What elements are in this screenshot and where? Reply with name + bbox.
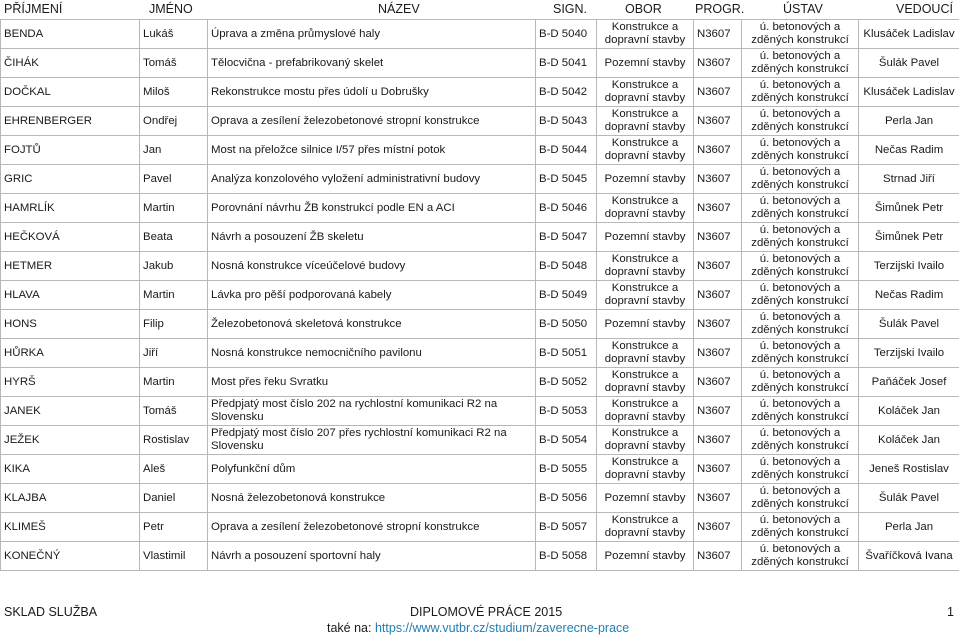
cell-sign: B-D 5045 [536, 165, 597, 194]
cell-prijmeni: HYRŠ [1, 368, 140, 397]
header-vedouci: VEDOUCÍ [896, 2, 953, 16]
cell-prog: N3607 [694, 107, 742, 136]
cell-vedouci: Strnad Jiří [859, 165, 959, 194]
cell-ustav: ú. betonových a zděných konstrukcí [742, 339, 859, 368]
cell-prog: N3607 [694, 455, 742, 484]
cell-jmeno: Vlastimil [140, 542, 208, 571]
cell-prog: N3607 [694, 49, 742, 78]
cell-nazev: Předpjatý most číslo 207 přes rychlostní komunikaci R2 na Slovensku [208, 426, 536, 455]
cell-jmeno: Ondřej [140, 107, 208, 136]
cell-ustav: ú. betonových a zděných konstrukcí [742, 426, 859, 455]
footer-left: SKLAD SLUŽBA [4, 605, 98, 619]
cell-prijmeni: JANEK [1, 397, 140, 426]
cell-prog: N3607 [694, 513, 742, 542]
cell-prijmeni: KLIMEŠ [1, 513, 140, 542]
cell-sign: B-D 5055 [536, 455, 597, 484]
header-obor: OBOR [625, 2, 662, 16]
table-row [1, 455, 959, 484]
cell-prog: N3607 [694, 194, 742, 223]
cell-jmeno: Beata [140, 223, 208, 252]
cell-ustav: ú. betonových a zděných konstrukcí [742, 136, 859, 165]
cell-prog: N3607 [694, 368, 742, 397]
cell-obor: Konstrukce a dopravní stavby [597, 78, 694, 107]
table-row [1, 107, 959, 136]
table-row [1, 513, 959, 542]
cell-obor: Pozemní stavby [597, 310, 694, 339]
table-row [1, 20, 959, 49]
cell-jmeno: Aleš [140, 455, 208, 484]
cell-sign: B-D 5049 [536, 281, 597, 310]
cell-obor: Konstrukce a dopravní stavby [597, 136, 694, 165]
cell-prog: N3607 [694, 20, 742, 49]
cell-vedouci: Švaříčková Ivana [859, 542, 959, 571]
cell-prog: N3607 [694, 136, 742, 165]
cell-obor: Konstrukce a dopravní stavby [597, 368, 694, 397]
cell-jmeno: Jakub [140, 252, 208, 281]
cell-sign: B-D 5057 [536, 513, 597, 542]
cell-obor: Konstrukce a dopravní stavby [597, 20, 694, 49]
cell-obor: Konstrukce a dopravní stavby [597, 455, 694, 484]
cell-jmeno: Martin [140, 194, 208, 223]
cell-jmeno: Tomáš [140, 397, 208, 426]
table-row [1, 426, 959, 455]
table-row [1, 339, 959, 368]
header-nazev: NÁZEV [378, 2, 420, 16]
cell-sign: B-D 5042 [536, 78, 597, 107]
cell-vedouci: Terzijski Ivailo [859, 252, 959, 281]
footer-link[interactable]: https://www.vutbr.cz/studium/zaverecne-prace [374, 621, 630, 635]
cell-prijmeni: FOJTŮ [1, 136, 140, 165]
cell-ustav: ú. betonových a zděných konstrukcí [742, 49, 859, 78]
cell-ustav: ú. betonových a zděných konstrukcí [742, 20, 859, 49]
cell-nazev: Předpjatý most číslo 202 na rychlostní komunikaci R2 na Slovensku [208, 397, 536, 426]
cell-nazev: Návrh a posouzení ŽB skeletu [208, 223, 536, 252]
cell-prog: N3607 [694, 223, 742, 252]
cell-sign: B-D 5040 [536, 20, 597, 49]
cell-obor: Konstrukce a dopravní stavby [597, 194, 694, 223]
cell-nazev: Analýza konzolového vyložení administrativní budovy [208, 165, 536, 194]
cell-ustav: ú. betonových a zděných konstrukcí [742, 281, 859, 310]
cell-obor: Pozemní stavby [597, 49, 694, 78]
cell-prog: N3607 [694, 484, 742, 513]
cell-vedouci: Nečas Radim [859, 281, 959, 310]
cell-sign: B-D 5048 [536, 252, 597, 281]
cell-prijmeni: BENDA [1, 20, 140, 49]
cell-nazev: Most přes řeku Svratku [208, 368, 536, 397]
cell-prijmeni: DOČKAL [1, 78, 140, 107]
cell-sign: B-D 5043 [536, 107, 597, 136]
cell-prijmeni: HEČKOVÁ [1, 223, 140, 252]
cell-jmeno: Rostislav [140, 426, 208, 455]
cell-prijmeni: ČIHÁK [1, 49, 140, 78]
cell-nazev: Oprava a zesílení železobetonové stropní konstrukce [208, 107, 536, 136]
cell-obor: Konstrukce a dopravní stavby [597, 281, 694, 310]
cell-nazev: Návrh a posouzení sportovní haly [208, 542, 536, 571]
table-row [1, 252, 959, 281]
cell-prijmeni: HŮRKA [1, 339, 140, 368]
cell-sign: B-D 5056 [536, 484, 597, 513]
cell-jmeno: Petr [140, 513, 208, 542]
table-row [1, 484, 959, 513]
table-row [1, 223, 959, 252]
cell-jmeno: Filip [140, 310, 208, 339]
cell-vedouci: Koláček Jan [859, 426, 959, 455]
cell-prog: N3607 [694, 542, 742, 571]
cell-obor: Konstrukce a dopravní stavby [597, 426, 694, 455]
table-row [1, 281, 959, 310]
thesis-table [0, 19, 959, 571]
cell-sign: B-D 5053 [536, 397, 597, 426]
cell-sign: B-D 5054 [536, 426, 597, 455]
cell-obor: Konstrukce a dopravní stavby [597, 252, 694, 281]
cell-nazev: Tělocvična - prefabrikovaný skelet [208, 49, 536, 78]
cell-sign: B-D 5047 [536, 223, 597, 252]
cell-ustav: ú. betonových a zděných konstrukcí [742, 542, 859, 571]
cell-nazev: Nosná železobetonová konstrukce [208, 484, 536, 513]
footer-center: DIPLOMOVÉ PRÁCE 2015 [410, 605, 563, 619]
table-row [1, 310, 959, 339]
cell-nazev: Most na přeložce silnice I/57 přes místní potok [208, 136, 536, 165]
table-row [1, 165, 959, 194]
cell-ustav: ú. betonových a zděných konstrukcí [742, 107, 859, 136]
cell-obor: Konstrukce a dopravní stavby [597, 107, 694, 136]
table-row [1, 368, 959, 397]
table-row [1, 542, 959, 571]
cell-prog: N3607 [694, 252, 742, 281]
table-row [1, 397, 959, 426]
cell-jmeno: Jan [140, 136, 208, 165]
table-row [1, 49, 959, 78]
cell-vedouci: Nečas Radim [859, 136, 959, 165]
header-prijmeni: PŘÍJMENÍ [4, 2, 63, 16]
cell-vedouci: Perla Jan [859, 107, 959, 136]
cell-nazev: Polyfunkční dům [208, 455, 536, 484]
cell-obor: Pozemní stavby [597, 484, 694, 513]
footer-link-prefix: také na: [327, 621, 372, 635]
cell-prijmeni: HETMER [1, 252, 140, 281]
cell-sign: B-D 5052 [536, 368, 597, 397]
header-sign: SIGN. [553, 2, 588, 16]
table-row [1, 78, 959, 107]
cell-sign: B-D 5051 [536, 339, 597, 368]
cell-vedouci: Šulák Pavel [859, 49, 959, 78]
footer-page-number: 1 [947, 605, 954, 619]
cell-jmeno: Martin [140, 368, 208, 397]
cell-prijmeni: GRIC [1, 165, 140, 194]
cell-ustav: ú. betonových a zděných konstrukcí [742, 484, 859, 513]
cell-jmeno: Pavel [140, 165, 208, 194]
cell-vedouci: Terzijski Ivailo [859, 339, 959, 368]
cell-ustav: ú. betonových a zděných konstrukcí [742, 368, 859, 397]
cell-prog: N3607 [694, 339, 742, 368]
header-ustav: ÚSTAV [783, 2, 823, 16]
cell-vedouci: Klusáček Ladislav [859, 78, 959, 107]
cell-ustav: ú. betonových a zděných konstrukcí [742, 252, 859, 281]
cell-sign: B-D 5050 [536, 310, 597, 339]
cell-prog: N3607 [694, 78, 742, 107]
cell-ustav: ú. betonových a zděných konstrukcí [742, 194, 859, 223]
cell-ustav: ú. betonových a zděných konstrukcí [742, 78, 859, 107]
cell-nazev: Porovnání návrhu ŽB konstrukcí podle EN a ACI [208, 194, 536, 223]
cell-prijmeni: KLAJBA [1, 484, 140, 513]
cell-sign: B-D 5046 [536, 194, 597, 223]
cell-ustav: ú. betonových a zděných konstrukcí [742, 397, 859, 426]
cell-vedouci: Šimůnek Petr [859, 194, 959, 223]
cell-ustav: ú. betonových a zděných konstrukcí [742, 513, 859, 542]
cell-prijmeni: KONEČNÝ [1, 542, 140, 571]
cell-jmeno: Lukáš [140, 20, 208, 49]
footer-link-line [327, 621, 629, 635]
header-jmeno: JMÉNO [149, 2, 193, 16]
cell-vedouci: Klusáček Ladislav [859, 20, 959, 49]
cell-ustav: ú. betonových a zděných konstrukcí [742, 223, 859, 252]
cell-nazev: Rekonstrukce mostu přes údolí u Dobrušky [208, 78, 536, 107]
cell-vedouci: Koláček Jan [859, 397, 959, 426]
cell-prijmeni: KIKA [1, 455, 140, 484]
cell-prog: N3607 [694, 426, 742, 455]
cell-prog: N3607 [694, 310, 742, 339]
cell-vedouci: Šulák Pavel [859, 310, 959, 339]
cell-nazev: Úprava a změna průmyslové haly [208, 20, 536, 49]
cell-sign: B-D 5044 [536, 136, 597, 165]
cell-jmeno: Martin [140, 281, 208, 310]
cell-vedouci: Perla Jan [859, 513, 959, 542]
table-row [1, 194, 959, 223]
cell-ustav: ú. betonových a zděných konstrukcí [742, 455, 859, 484]
cell-nazev: Nosná konstrukce víceúčelové budovy [208, 252, 536, 281]
cell-vedouci: Jeneš Rostislav [859, 455, 959, 484]
cell-obor: Pozemní stavby [597, 542, 694, 571]
cell-jmeno: Tomáš [140, 49, 208, 78]
cell-prijmeni: EHRENBERGER [1, 107, 140, 136]
cell-obor: Konstrukce a dopravní stavby [597, 513, 694, 542]
cell-nazev: Lávka pro pěší podporovaná kabely [208, 281, 536, 310]
cell-obor: Pozemní stavby [597, 223, 694, 252]
cell-vedouci: Šulák Pavel [859, 484, 959, 513]
cell-ustav: ú. betonových a zděných konstrukcí [742, 310, 859, 339]
cell-prog: N3607 [694, 165, 742, 194]
cell-nazev: Oprava a zesílení železobetonové stropní konstrukce [208, 513, 536, 542]
header-prog: PROGR. [695, 2, 745, 16]
cell-obor: Konstrukce a dopravní stavby [597, 397, 694, 426]
cell-sign: B-D 5058 [536, 542, 597, 571]
cell-jmeno: Miloš [140, 78, 208, 107]
cell-prijmeni: HLAVA [1, 281, 140, 310]
cell-prog: N3607 [694, 281, 742, 310]
cell-jmeno: Jiří [140, 339, 208, 368]
cell-vedouci: Paňáček Josef [859, 368, 959, 397]
cell-nazev: Železobetonová skeletová konstrukce [208, 310, 536, 339]
cell-vedouci: Šimůnek Petr [859, 223, 959, 252]
cell-prijmeni: HAMRLÍK [1, 194, 140, 223]
cell-nazev: Nosná konstrukce nemocničního pavilonu [208, 339, 536, 368]
cell-obor: Pozemní stavby [597, 165, 694, 194]
cell-sign: B-D 5041 [536, 49, 597, 78]
cell-prijmeni: JEŽEK [1, 426, 140, 455]
cell-jmeno: Daniel [140, 484, 208, 513]
cell-obor: Konstrukce a dopravní stavby [597, 339, 694, 368]
cell-prijmeni: HONS [1, 310, 140, 339]
table-row [1, 136, 959, 165]
cell-ustav: ú. betonových a zděných konstrukcí [742, 165, 859, 194]
cell-prog: N3607 [694, 397, 742, 426]
table-header [0, 0, 959, 19]
